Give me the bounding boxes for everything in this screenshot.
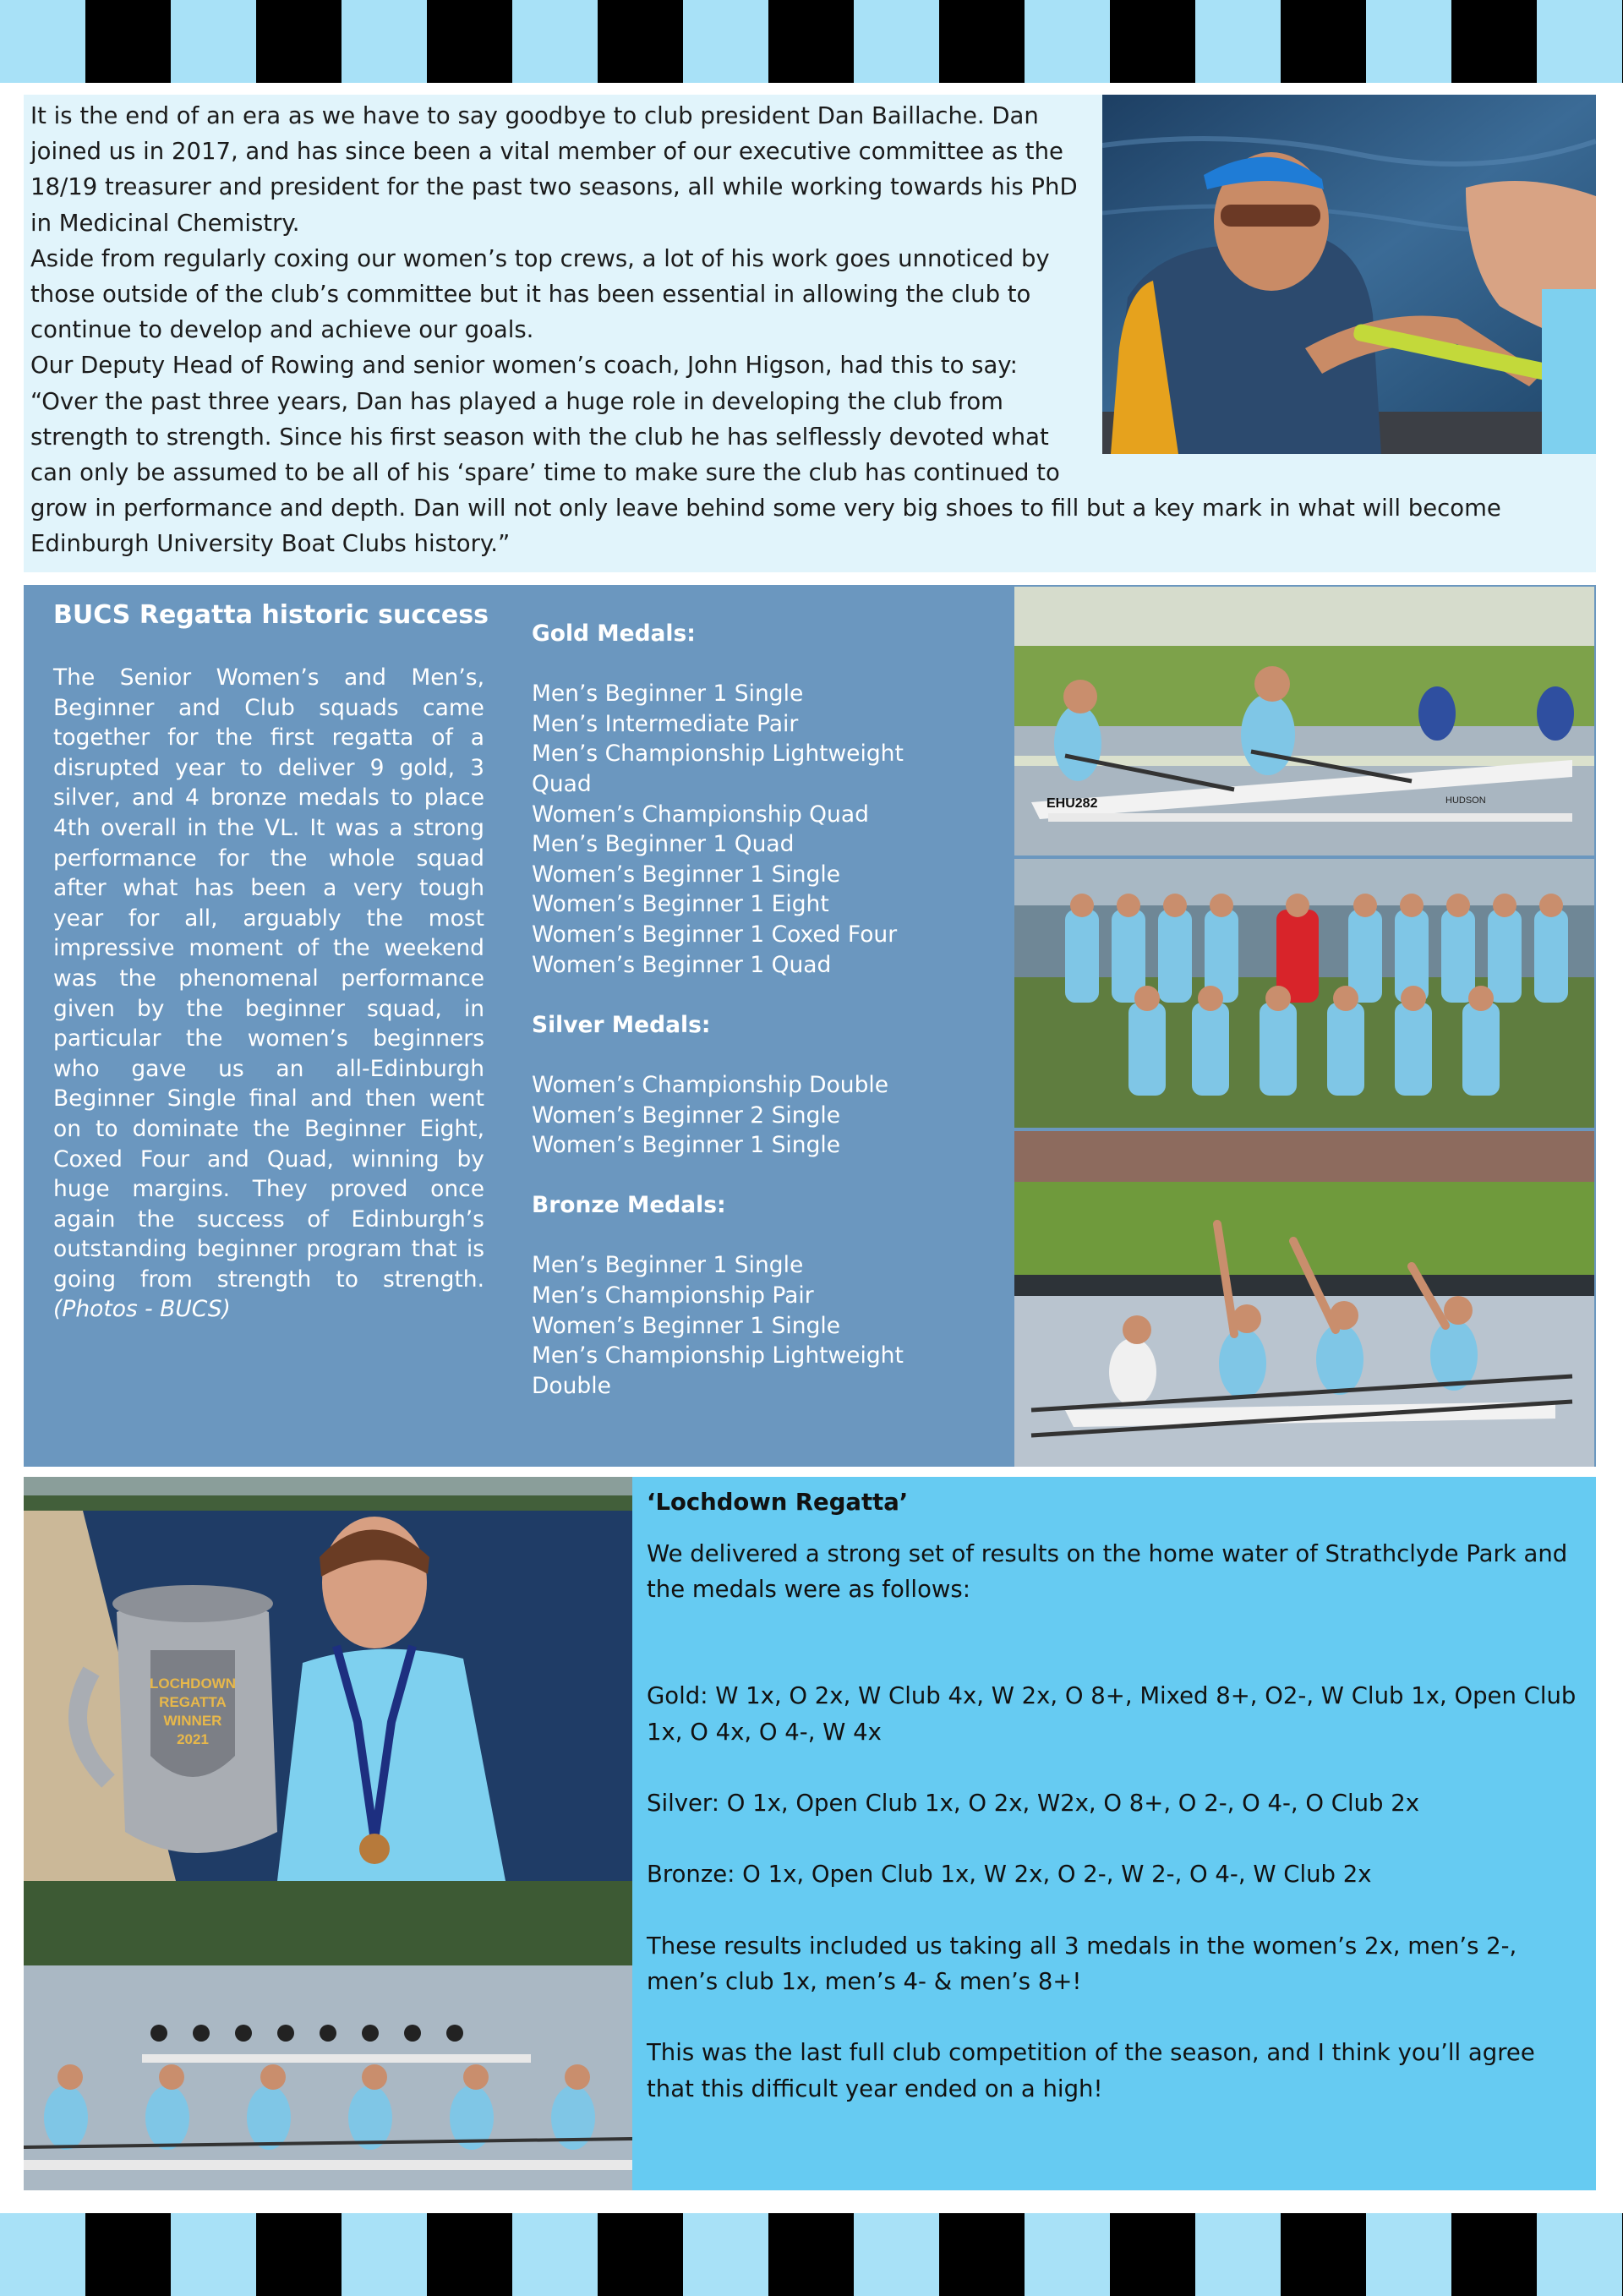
boat-number-label: EHU282: [1046, 796, 1098, 811]
medal-item: Women’s Championship Quad: [532, 801, 869, 828]
medal-item: Women’s Beginner 1 Single: [532, 1312, 841, 1339]
medal-item: Men’s Beginner 1 Single: [532, 681, 804, 708]
bucs-medal-list: [532, 619, 959, 1431]
silver-medals-list: [532, 1070, 959, 1161]
photo-credit: (Photos - BUCS): [53, 1296, 231, 1323]
medal-item: Men’s Championship Lightweight Quad: [532, 741, 904, 797]
singles-race-photo: [1014, 587, 1594, 856]
trophy-text-line: LOCHDOWN: [150, 1676, 236, 1692]
lochdown-closing: This was the last full club competition of the season, and I think you’ll agree that this difficult year ended on a high!: [647, 2039, 1535, 2102]
lochdown-regatta-section: [24, 1477, 1596, 2190]
farewell-paragraph: Aside from regularly coxing our women’s top crews, a lot of his work goes unnoticed by those outside of the club’s committee but it has been essential in allowing the club to continue to develop and achieve our goals.: [30, 244, 1050, 344]
top-stripe-border: [0, 0, 1623, 83]
farewell-paragraph: Our Deputy Head of Rowing and senior women’s coach, John Higson, had this to say:: [30, 352, 1018, 380]
gold-medals-heading: Gold Medals:: [532, 620, 696, 647]
lochdown-results-note: These results included us taking all 3 medals in the women’s 2x, men’s 2-, men’s club 1x, men’s 4- & men’s 8+!: [647, 1932, 1517, 1995]
medal-item: Women’s Championship Double: [532, 1071, 889, 1098]
medal-item: Men’s Championship Lightweight Double: [532, 1342, 904, 1399]
bronze-medals-heading: Bronze Medals:: [532, 1192, 726, 1219]
gold-medals-list: [532, 679, 959, 980]
coach-quote: “Over the past three years, Dan has played a huge role in developing the club from strength to strength. Since his first season with the club he has selflessly devoted what can only be assumed to be all of his ‘spare’ time to make sure the club has continued to grow in performance and depth. Dan will not only leave behind some very big shoes to fill but a key mark in what will become Edinburgh University Boat Clubs history.”: [30, 387, 1501, 558]
lochdown-bronze-results: Bronze: O 1x, Open Club 1x, W 2x, O 2-, W 2-, O 4-, W Club 2x: [647, 1861, 1372, 1889]
team-photo: [1014, 859, 1594, 1128]
medal-item: Women’s Beginner 2 Single: [532, 1102, 841, 1129]
trophy-text-line: 2021: [177, 1731, 209, 1747]
lochdown-silver-results: Silver: O 1x, Open Club 1x, O 2x, W2x, O 8+, O 2-, O 4-, O Club 2x: [647, 1790, 1420, 1817]
president-farewell-section: [24, 95, 1596, 572]
lochdown-title: ‘Lochdown Regatta’: [647, 1489, 909, 1516]
lochdown-gold-results: Gold: W 1x, O 2x, W Club 4x, W 2x, O 8+, Mixed 8+, O2-, W Club 1x, Open Club 1x, O 4x, O 4-, W 4x: [647, 1682, 1577, 1746]
lochdown-content: [647, 1536, 1585, 2142]
medal-item: Men’s Intermediate Pair: [532, 710, 799, 737]
silver-medals-heading: Silver Medals:: [532, 1011, 711, 1038]
quad-celebration-photo: [1014, 1131, 1594, 1467]
trophy-winner-photo: [24, 1477, 632, 1881]
trophy-text-line: REGATTA: [159, 1694, 227, 1710]
eights-racing-photo: [24, 1881, 632, 2190]
medal-item: Women’s Beginner 1 Single: [532, 861, 841, 888]
medal-item: Men’s Beginner 1 Quad: [532, 831, 795, 858]
bucs-regatta-section: [24, 585, 1596, 1467]
boat-brand-label: HUDSON: [1445, 795, 1486, 806]
medal-item: Men’s Beginner 1 Single: [532, 1252, 804, 1279]
bucs-photo-column: [1014, 587, 1594, 1467]
trophy-text-line: WINNER: [163, 1713, 222, 1729]
president-farewell-text: [30, 98, 1586, 562]
bottom-stripe-border: [0, 2213, 1623, 2296]
bucs-body-text: The Senior Women’s and Men’s, Beginner and Club squads came together for the first regatta of a disrupted year to deliver 9 gold, 3 silver, and 4 bronze medals to place 4th overall in the VL. It was a strong performance for the whole squad after what has been a very tough year for all, arguably the most impressive moment of the weekend was the phenomenal performance given by the beginner squad, in particular the women’s beginners who gave us an all-Edinburgh Beginner Single final and then went on to dominate the Beginner Eight, Coxed Four and Quad, winning by huge margins. They proved once again the success of Edinburgh’s outstanding beginner program that is going from strength to strength.: [53, 664, 484, 1293]
bucs-body: [53, 663, 484, 1325]
medal-item: Men’s Championship Pair: [532, 1282, 814, 1309]
bronze-medals-list: [532, 1250, 959, 1401]
bucs-title: BUCS Regatta historic success: [53, 600, 489, 630]
medal-item: Women’s Beginner 1 Single: [532, 1132, 841, 1159]
medal-item: Women’s Beginner 1 Coxed Four: [532, 921, 898, 948]
medal-item: Women’s Beginner 1 Eight: [532, 891, 829, 918]
lochdown-intro: We delivered a strong set of results on the home water of Strathclyde Park and the medals were as follows:: [647, 1540, 1568, 1604]
farewell-paragraph: It is the end of an era as we have to say goodbye to club president Dan Baillache. Dan joined us in 2017, and has since been a vital member of our executive committee as the 18/19 treasurer and president for the past two seasons, all while working towards his PhD in Medicinal Chemistry.: [30, 102, 1078, 237]
medal-item: Women’s Beginner 1 Quad: [532, 951, 832, 978]
